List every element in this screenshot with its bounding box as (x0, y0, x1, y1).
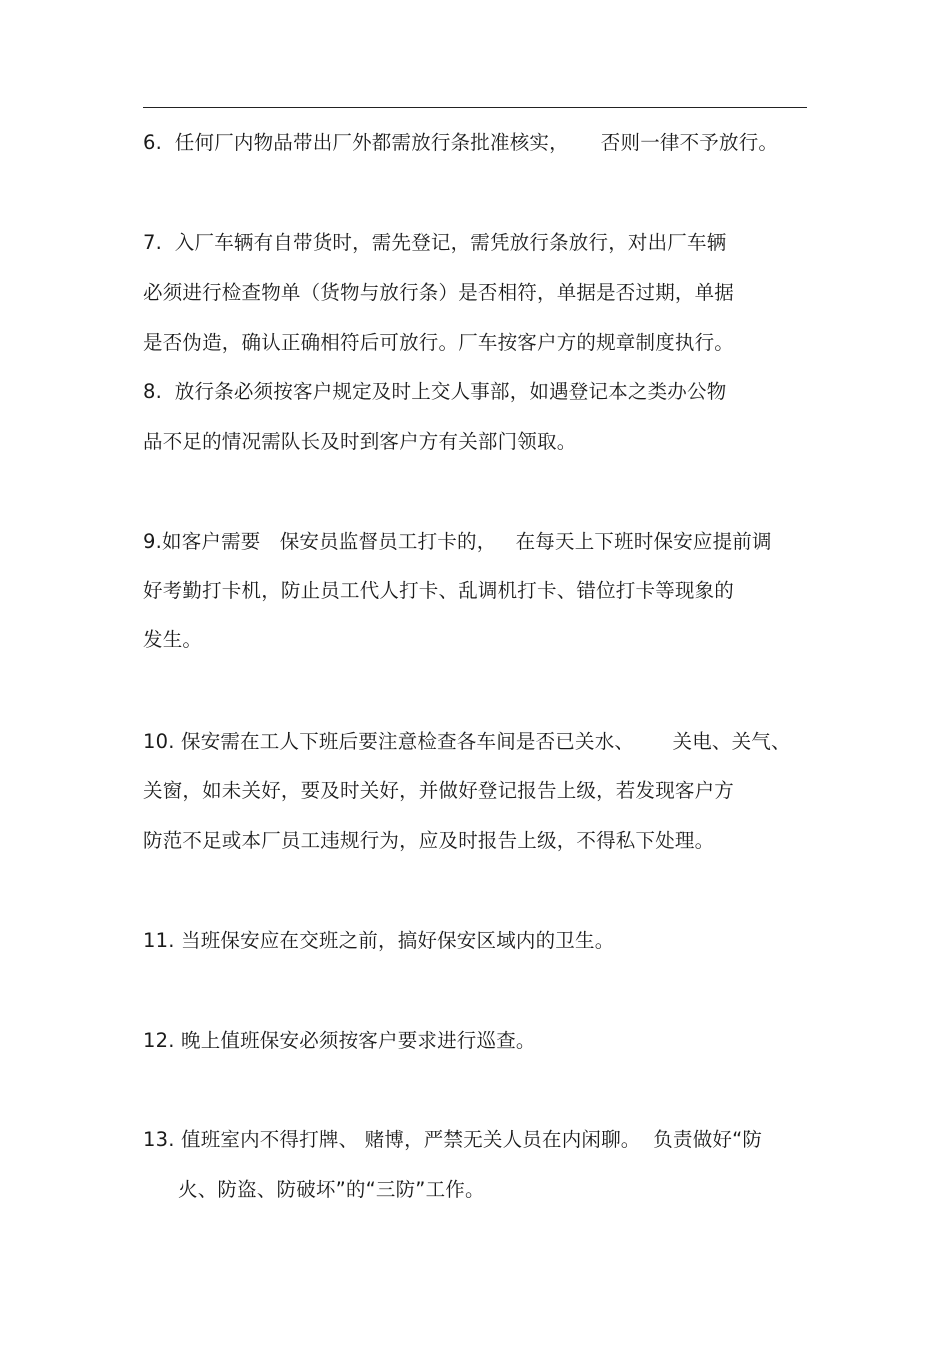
item-9-line-3: 发生。 (143, 628, 203, 651)
item-10-line-3: 防范不足或本厂员工违规行为，应及时报告上级，不得私下处理。 (143, 829, 715, 852)
item-10-line-2: 关窗，如未关好，要及时关好，并做好登记报告上级，若发现客户方 (143, 779, 735, 802)
item-7-line-1: 7. 入厂车辆有自带货时，需先登记，需凭放行条放行，对出厂车辆 (143, 231, 727, 254)
item-13-line-1: 13. 值班室内不得打牌、 赌博，严禁无关人员在内闲聊。 负责做好“防 (143, 1128, 763, 1151)
item-10-line-1: 10. 保安需在工人下班后要注意检查各车间是否已关水、 关电、关气、 (143, 730, 791, 753)
item-7-line-2: 必须进行检查物单（货物与放行条）是否相符，单据是否过期，单据 (143, 281, 735, 304)
item-6-line-1: 6. 任何厂内物品带出厂外都需放行条批准核实， 否则一律不予放行。 (143, 131, 779, 154)
item-9-line-2: 好考勤打卡机，防止员工代人打卡、乱调机打卡、错位打卡等现象的 (143, 579, 735, 602)
item-12-line-1: 12. 晚上值班保安必须按客户要求进行巡查。 (143, 1029, 536, 1052)
item-9-line-1: 9.如客户需要 保安员监督员工打卡的， 在每天上下班时保安应提前调 (143, 530, 772, 553)
item-11-line-1: 11. 当班保安应在交班之前，搞好保安区域内的卫生。 (143, 929, 615, 952)
item-13-line-2: 火、防盗、防破坏”的“三防”工作。 (178, 1178, 485, 1201)
top-divider (143, 107, 807, 108)
item-7-line-3: 是否伪造，确认正确相符后可放行。厂车按客户方的规章制度执行。 (143, 331, 735, 354)
item-8-line-1: 8. 放行条必须按客户规定及时上交人事部，如遇登记本之类办公物 (143, 380, 727, 403)
item-8-line-2: 品不足的情况需队长及时到客户方有关部门领取。 (143, 430, 577, 453)
